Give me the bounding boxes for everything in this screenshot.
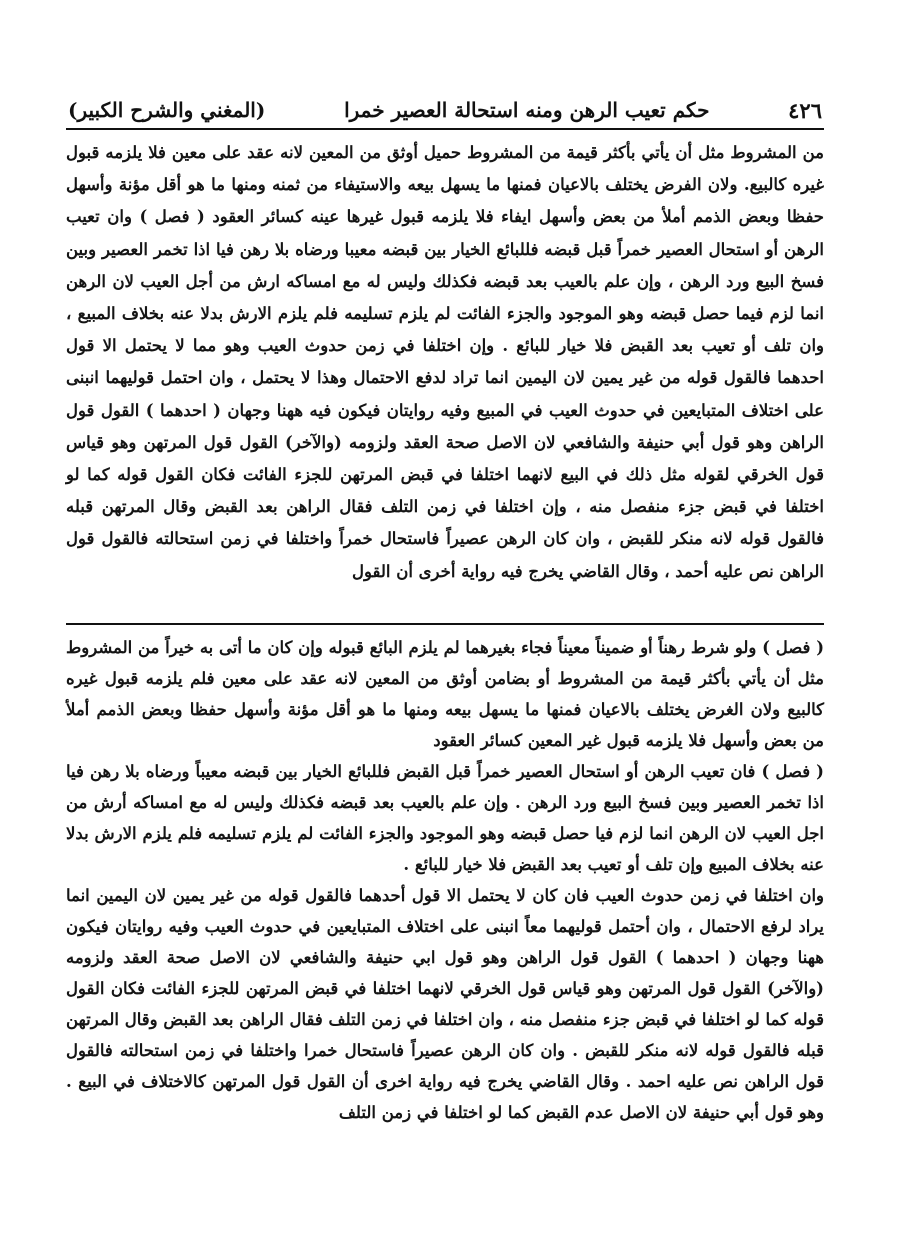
running-title: حكم تعيب الرهن ومنه استحالة العصير خمرا	[344, 98, 710, 122]
page-header	[68, 95, 822, 125]
header-divider	[66, 128, 824, 130]
upper-text-block	[66, 137, 824, 588]
upper-paragraph: من المشروط مثل أن يأتي بأكثر قيمة من المشروط حميل أوثق من المعين لانه عقد على معين فلا يلزمه قبول غيره كالبيع. ولان الفرض يختلف بالاعيان فمنها ما يسهل بيعه والاستيفاء من ثمنه ومنها ما هو أقل مؤنة وأسهل حفظا وبعض الذمم أملأ من بعض وأسهل ايفاء فلا يلزمه قبول غيرها عينه كسائر العقود ( فصل ) وان تعيب الرهن أو استحال العصير خمراً قبل قبضه فللبائع الخيار بين قبضه معيبا ورضاه بلا رهن فيا اذا تخمر العصير وبين فسخ البيع ورد الرهن ، وإن علم بالعيب بعد قبضه فكذلك وليس له مع امساكه ارش من أجل العيب لان الرهن انما لزم فيما حصل قبضه وهو الموجود والجزء الفائت لم يلزم تسليمه فلم يلزم الارش بدلا عنه بخلاف المبيع ، وان تلف أو تعيب بعد القبض فلا خيار للبائع . وإن اختلفا في زمن حدوث العيب وهو مما لا يحتمل الا قول احدهما فالقول قوله من غير يمين لان اليمين انما تراد لدفع الاحتمال وهذا لا يحتمل ، وان احتمل قوليهما انبنى على اختلاف المتبايعين في حدوث العيب في المبيع وفيه روايتان فيكون فيه ههنا وجهان ( احدهما ) القول قول الراهن وهو قول أبي حنيفة والشافعي لان الاصل صحة العقد ولزومه (والآخر) القول قول المرتهن وهو قياس قول الخرقي لقوله مثل ذلك في البيع لانهما اختلفا في قبض المرتهن للجزء الفائت فكان القول قوله كما لو اختلفا في قبض جزء منفصل منه ، وإن اختلفا في زمن التلف فقال الراهن بعد القبض وقال المرتهن قبله فالقول قوله لانه منكر للقبض ، وان كان الرهن عصيراً فاستحال خمراً واختلفا في زمن استحالته فالقول قول الراهن نص عليه أحمد ، وقال القاضي يخرج فيه رواية أخرى أن القول	[66, 143, 824, 581]
section-divider	[66, 623, 824, 625]
page-number: ٤٢٦	[788, 97, 822, 123]
lower-paragraph-1: ( فصل ) ولو شرط رهناً أو ضميناً معيناً فجاء بغيرهما لم يلزم البائع قبوله وإن كان ما أتى به خيراً من المشروط مثل أن يأتي بأكثر قيمة من المشروط أو بضامن أوثق من المعين لانه عقد على معين فلم يلزمه قبول غيره كالبيع ولان الغرض يختلف بالاعيان فمنها ما يسهل بيعه ومنها ما هو أقل مؤنة وأسهل حفظا وبعض الذمم أملأ من بعض وأسهل فلا يلزمه قبول غير المعين كسائر العقود	[66, 638, 824, 750]
book-title: (المغني والشرح الكبير)	[68, 98, 266, 122]
lower-paragraph-2: ( فصل ) فان تعيب الرهن أو استحال العصير خمراً قبل القبض فللبائع الخيار بين قبضه معيباً ورضاه بلا رهن فيا اذا تخمر العصير وبين فسخ البيع ورد الرهن . وإن علم بالعيب بعد قبضه فكذلك وليس له مع امساكه أرش من اجل العيب لان الرهن انما لزم فيا حصل قبضه وهو الموجود والجزء الفائت لم يلزم تسليمه فلم يلزم الارش بدلا عنه بخلاف المبيع وإن تلف أو تعيب بعد القبض فلا خيار للبائع .	[66, 762, 824, 874]
lower-text-block	[66, 632, 824, 1128]
lower-paragraph-3: وان اختلفا في زمن حدوث العيب فان كان لا يحتمل الا قول أحدهما فالقول قوله من غير يمين لان اليمين انما يراد لرفع الاحتمال ، وان أحتمل قوليهما معاً انبنى على اختلاف المتبايعين في حدوث العيب وفيه روايتان فيكون ههنا وجهان ( احدهما ) القول قول الراهن وهو قول ابي حنيفة والشافعي لان الاصل صحة العقد ولزومه (والآخر) القول قول المرتهن وهو قياس قول الخرقي لانهما اختلفا في قبض المرتهن للجزء الفائت فكان القول قوله كما لو اختلفا في قبض جزء منفصل منه ، وان اختلفا في زمن التلف فقال الراهن بعد القبض وقال المرتهن قبله فالقول قوله لانه منكر للقبض . وان كان الرهن عصيراً فاستحال خمرا واختلفا في زمن استحالته فالقول قول الراهن نص عليه احمد . وقال القاضي يخرج فيه رواية اخرى أن القول قول المرتهن كالاختلاف في البيع . وهو قول أبي حنيفة لان الاصل عدم القبض كما لو اختلفا في زمن التلف	[66, 886, 824, 1122]
